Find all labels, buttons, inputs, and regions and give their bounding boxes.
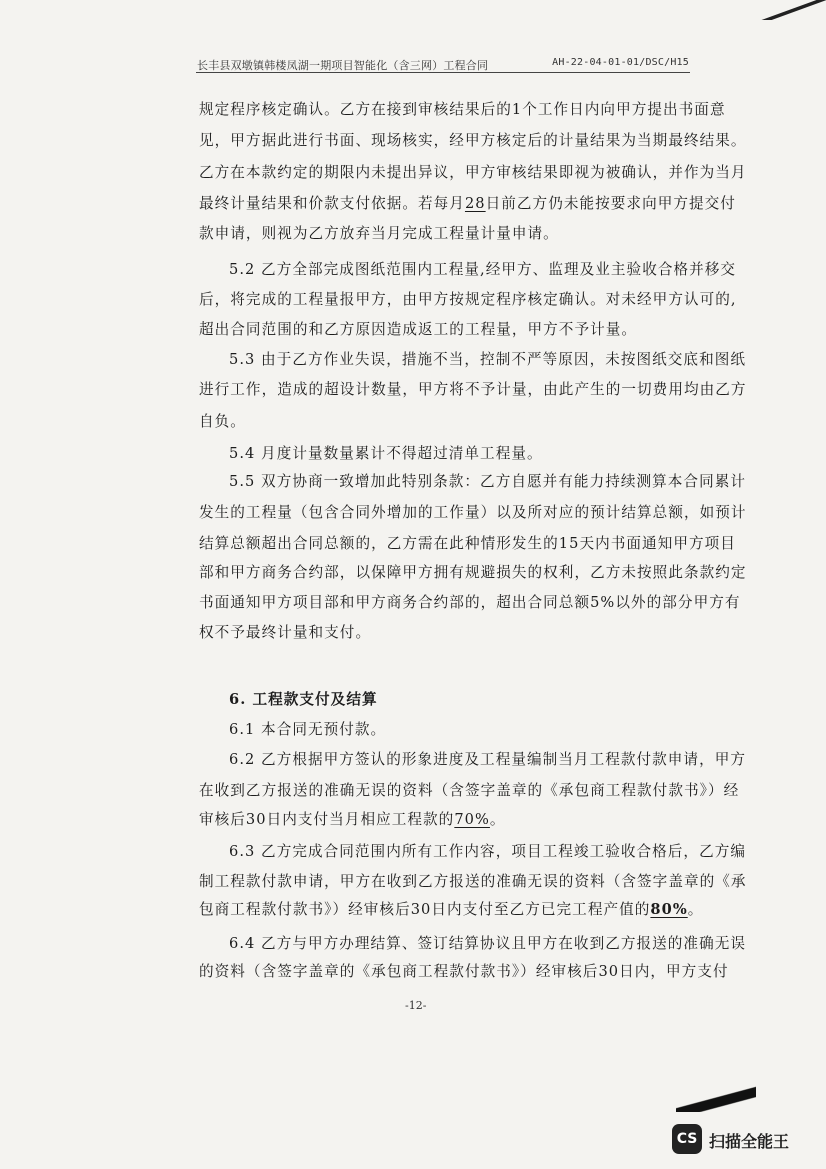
clause-6-3: 6.3 乙方完成合同范围内所有工作内容，项目工程竣工验收合格后，乙方编 [229,843,747,860]
body-text: 包商工程款付款书》）经审核后30日内支付至乙方已完工程产值的 [199,901,651,918]
header-contract-code: AH-22-04-01-01/DSC/H15 [552,57,689,68]
page-header [197,57,689,71]
body-text: 审核后30日内支付当月相应工程款的 [199,811,455,828]
body-line: 结算总额超出合同总额的，乙方需在此种情形发生的15天内书面通知甲方项目 [199,535,736,552]
body-text: 最终计量结果和价款支付依据。若每月 [199,195,465,212]
body-text: 日前乙方仍未能按要求向甲方提交付 [485,195,736,212]
body-line: 书面通知甲方项目部和甲方商务合约部的，超出合同总额5%以外的部分甲方有 [199,594,741,611]
clause-5-3: 5.3 由于乙方作业失误，措施不当，控制不严等原因，未按图纸交底和图纸 [229,351,747,368]
body-line: 在收到乙方报送的准确无误的资料（含签字盖章的《承包商工程款付款书》）经 [199,782,740,799]
scan-edge-mark [676,1082,756,1112]
body-line: 超出合同范围的和乙方原因造成返工的工程量，甲方不予计量。 [199,321,638,338]
body-line: 乙方在本款约定的期限内未提出异议，甲方审核结果即视为被确认，并作为当月 [199,164,747,181]
body-text: 。 [489,811,506,828]
body-line: 后，将完成的工程量报甲方，由甲方按规定程序核定确认。对未经甲方认可的, [199,291,737,308]
clause-5-4: 5.4 月度计量数量累计不得超过清单工程量。 [229,445,543,462]
clause-6-4: 6.4 乙方与甲方办理结算、签订结算协议且甲方在收到乙方报送的准确无误 [229,935,747,952]
clause-6-2: 6.2 乙方根据甲方签认的形象进度及工程量编制当月工程款付款申请，甲方 [229,751,747,768]
body-line: 见，甲方据此进行书面、现场核实，经甲方核定后的计量结果为当期最终结果。 [199,132,747,149]
body-line: 自负。 [199,413,246,430]
body-line: 进行工作，造成的超设计数量，甲方将不予计量，由此产生的一切费用均由乙方 [199,381,747,398]
section-6-heading: 6. 工程款支付及结算 [229,691,378,708]
body-line: 款申请，则视为乙方放弃当月完成工程量计量申请。 [199,225,559,242]
header-rule [196,72,690,73]
body-line [199,808,506,829]
underlined-value: 80% [650,901,688,918]
scan-corner-mark [736,0,826,20]
clause-5-2: 5.2 乙方全部完成图纸范围内工程量,经甲方、监理及业主验收合格并移交 [229,261,737,278]
body-line [199,898,703,919]
body-line: 部和甲方商务合约部，以保障甲方拥有规避损失的权利，乙方未按照此条款约定 [199,564,747,581]
clause-6-1: 6.1 本合同无预付款。 [229,721,387,738]
body-line: 制工程款付款申请，甲方在收到乙方报送的准确无误的资料（含签字盖章的《承 [199,873,747,890]
body-line: 规定程序核定确认。乙方在接到审核结果后的1个工作日内向甲方提出书面意 [199,101,726,118]
underlined-value: 70% [454,811,490,828]
underlined-value: 28 [464,195,486,212]
body-line: 权不予最终计量和支付。 [199,624,372,641]
camscanner-watermark-text: 扫描全能王 [709,1132,790,1151]
body-line [199,192,736,213]
body-line: 的资料（含签字盖章的《承包商工程款付款书》）经审核后30日内，甲方支付 [199,963,729,980]
camscanner-logo-icon: CS [672,1124,702,1154]
body-text: 。 [687,901,704,918]
clause-5-5: 5.5 双方协商一致增加此特别条款：乙方自愿并有能力持续测算本合同累计 [229,473,747,490]
page-number: -12- [405,999,427,1012]
header-contract-title: 长丰县双墩镇韩楼凤湖一期项目智能化（含三网）工程合同 [197,59,489,72]
body-line: 发生的工程量（包含合同外增加的工作量）以及所对应的预计结算总额，如预计 [199,504,747,521]
